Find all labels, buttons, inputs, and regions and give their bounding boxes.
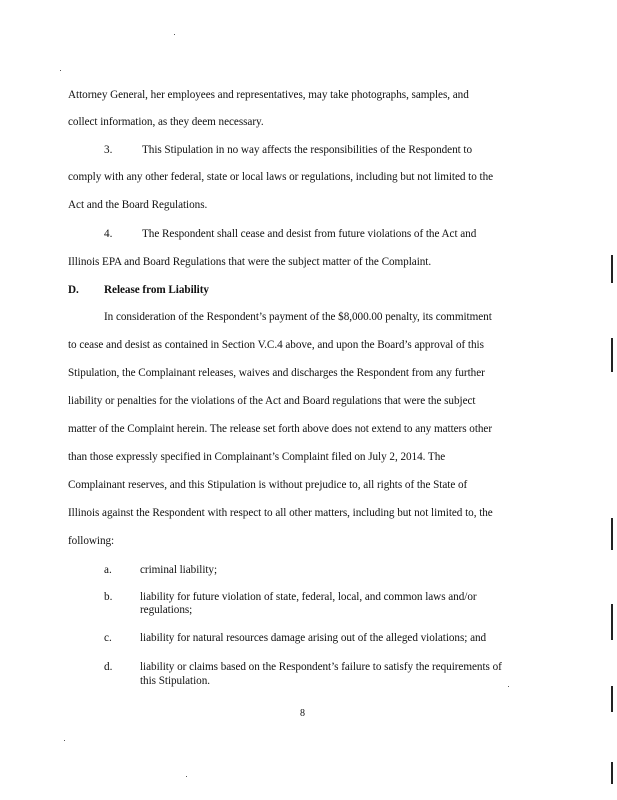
body-line: Complainant reserves, and this Stipulation is without prejudice to, all rights of the State of (68, 479, 468, 491)
list-item-text: liability for natural resources damage arising out of the alleged violations; and (140, 632, 487, 644)
body-line: The Respondent shall cease and desist from future violations of the Act and (142, 228, 477, 240)
list-letter: d. (104, 661, 113, 673)
list-item-text: liability for future violation of state, federal, local, and common laws and/or (140, 591, 477, 603)
list-letter: c. (104, 632, 112, 644)
section-letter: D. (68, 284, 79, 296)
scan-speck (186, 776, 187, 777)
list-item-text: criminal liability; (140, 564, 218, 576)
margin-mark (611, 255, 613, 283)
item-number: 3. (104, 144, 113, 156)
item-number: 4. (104, 228, 113, 240)
list-letter: a. (104, 564, 112, 576)
body-line: Stipulation, the Complainant releases, waives and discharges the Respondent from any further (68, 367, 485, 379)
list-item-text: regulations; (140, 604, 193, 616)
body-line: comply with any other federal, state or local laws or regulations, including but not limited to the (68, 171, 494, 183)
scan-speck (60, 70, 61, 71)
body-line: liability or penalties for the violations of the Act and Board regulations that were the subject (68, 395, 476, 407)
body-line: Act and the Board Regulations. (68, 199, 208, 211)
page-number: 8 (300, 708, 305, 719)
margin-mark (611, 338, 613, 372)
list-item-text: this Stipulation. (140, 675, 211, 687)
scan-speck (64, 740, 65, 741)
body-line: In consideration of the Respondent’s payment of the $8,000.00 penalty, its commitment (104, 311, 492, 323)
list-letter: b. (104, 591, 113, 603)
body-line: following: (68, 535, 115, 547)
list-item-text: liability or claims based on the Respondent’s failure to satisfy the requirements of (140, 661, 502, 673)
margin-mark (611, 518, 613, 550)
margin-mark (611, 686, 613, 712)
body-line: than those expressly specified in Complainant’s Complaint filed on July 2, 2014. The (68, 451, 446, 463)
scan-speck (174, 34, 175, 35)
body-line: Illinois EPA and Board Regulations that were the subject matter of the Complaint. (68, 256, 432, 268)
margin-mark (611, 762, 613, 784)
body-line: matter of the Complaint herein. The release set forth above does not extend to any matters other (68, 423, 493, 435)
section-title: Release from Liability (104, 284, 209, 296)
body-line: to cease and desist as contained in Section V.C.4 above, and upon the Board’s approval of this (68, 339, 484, 351)
body-line: Attorney General, her employees and representatives, may take photographs, samples, and (68, 89, 469, 101)
scan-speck (508, 686, 509, 687)
body-line: Illinois against the Respondent with respect to all other matters, including but not limited to, the (68, 507, 493, 519)
body-line: This Stipulation in no way affects the responsibilities of the Respondent to (142, 144, 473, 156)
margin-mark (611, 604, 613, 640)
body-line: collect information, as they deem necessary. (68, 116, 264, 128)
